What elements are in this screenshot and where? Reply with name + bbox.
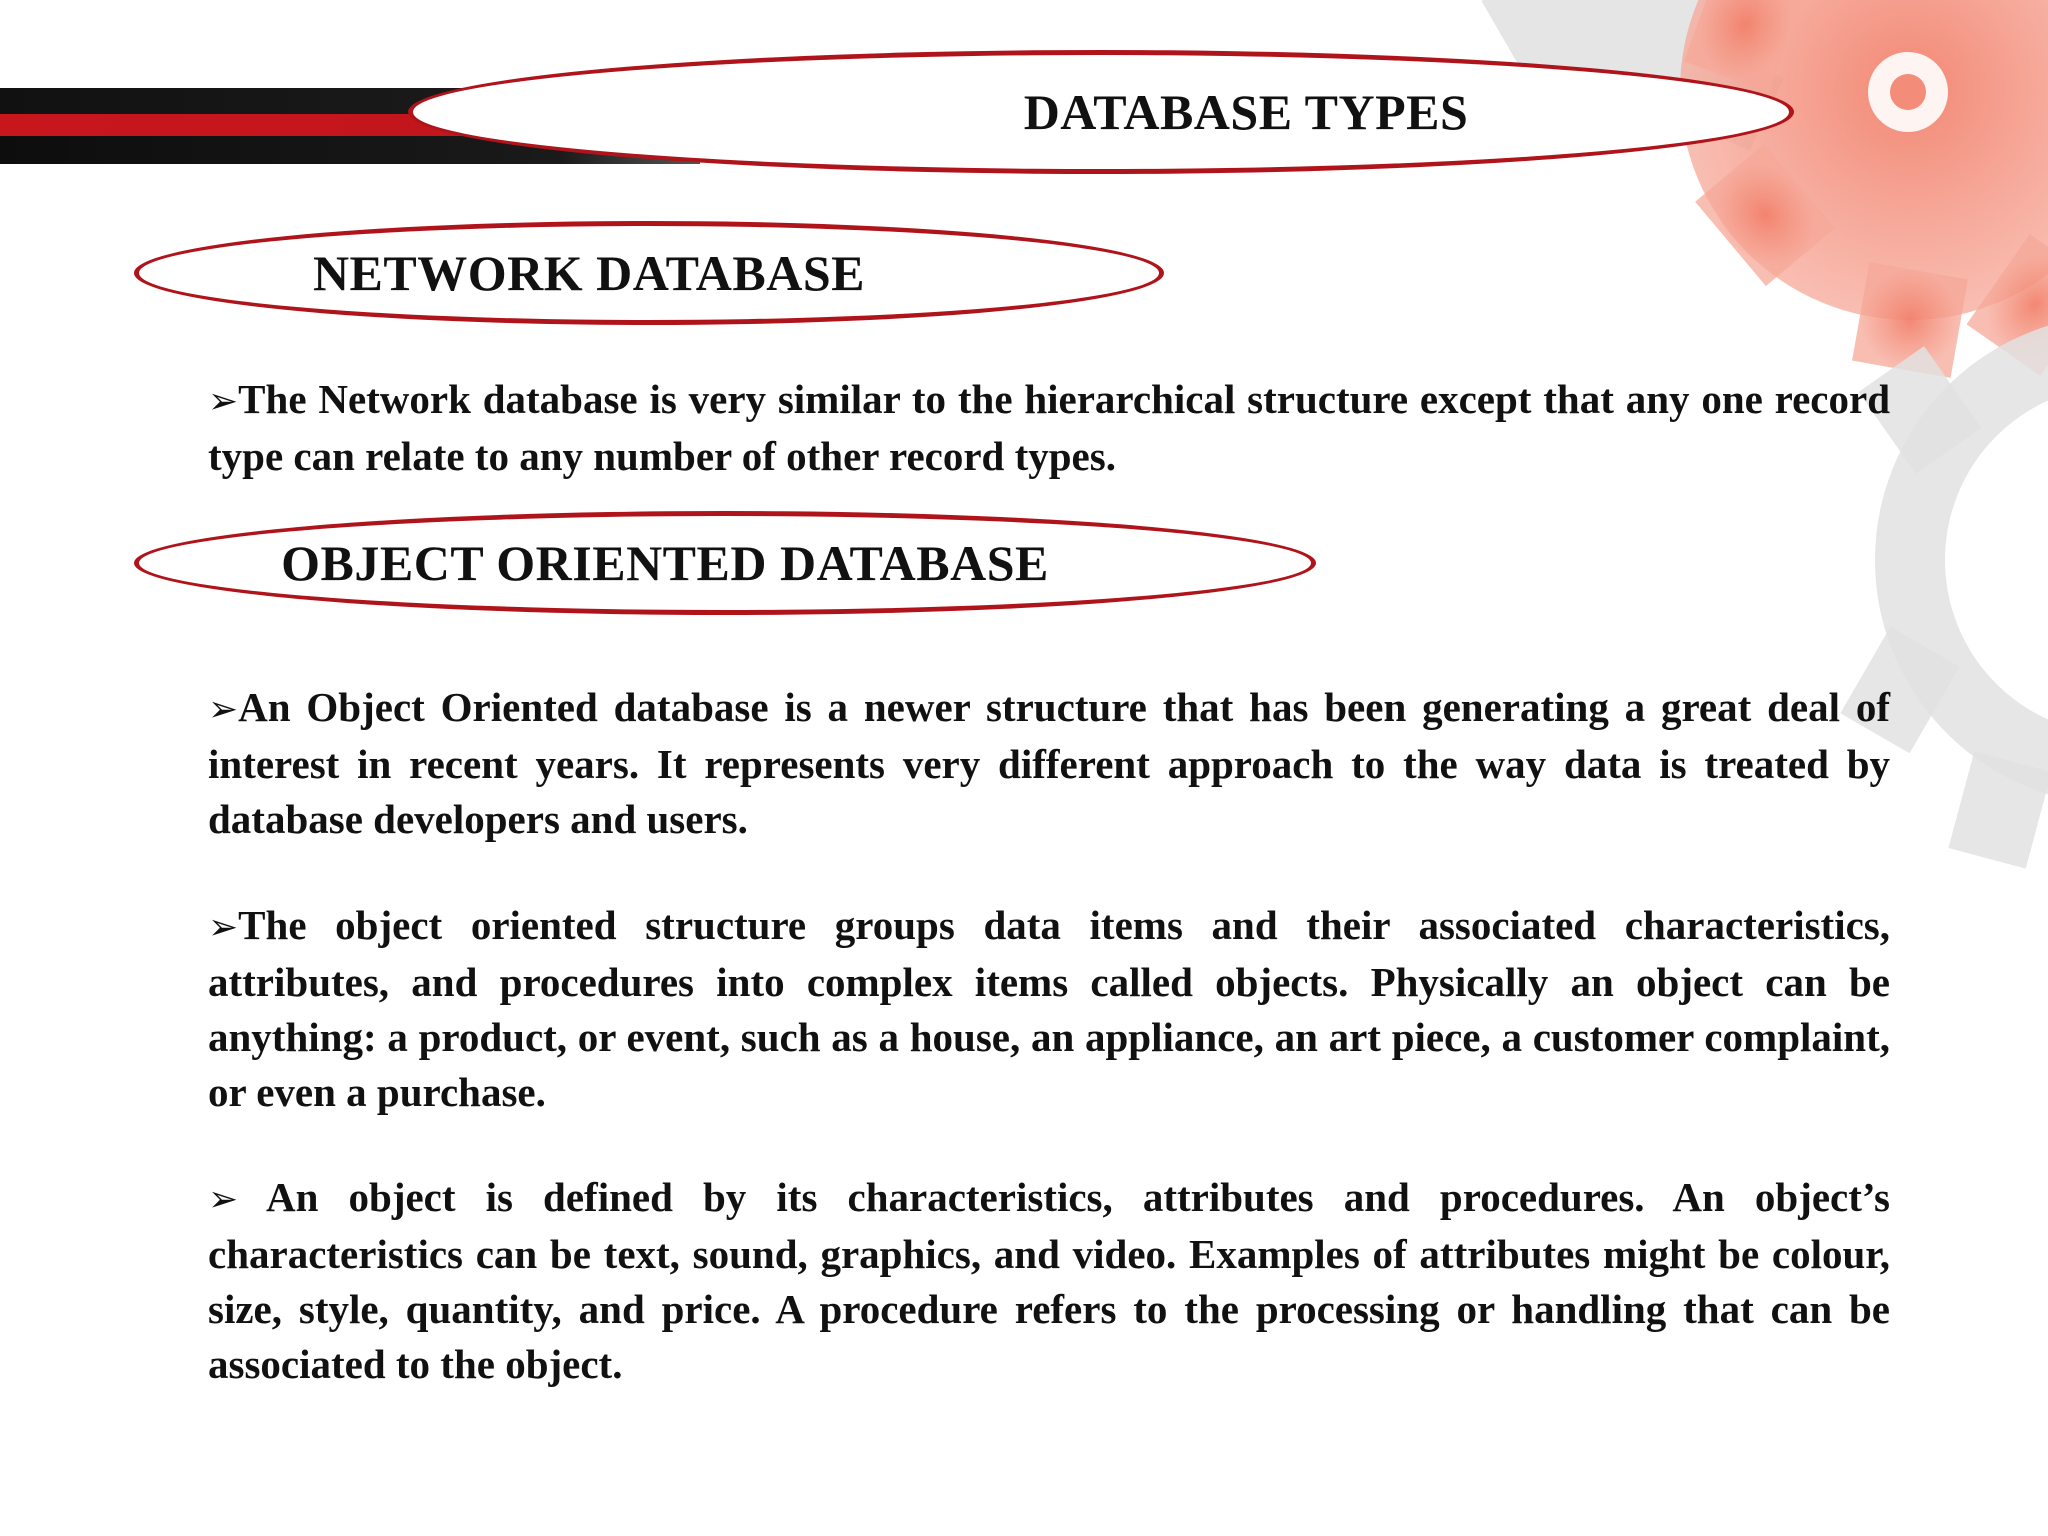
- bullet-arrow-icon: ➢: [208, 381, 239, 422]
- bullet-arrow-icon: ➢: [208, 907, 239, 948]
- slide-title: DATABASE TYPES: [1023, 84, 1469, 140]
- oo-paragraph-1: [208, 680, 1890, 847]
- bullet-arrow-icon: ➢: [208, 1179, 239, 1220]
- oo-paragraph-2: [208, 898, 1890, 1120]
- network-paragraph: [208, 372, 1890, 484]
- paragraph-text: The Network database is very similar to the hierarchical structure except that any one record type can relate to any number of other record types.: [208, 376, 1890, 479]
- paragraph-text: An Object Oriented database is a newer structure that has been generating a great deal of interest in recent years. It represents very different approach to the way data is treated by database developers and users.: [208, 684, 1890, 842]
- paragraph-text: The object oriented structure groups data items and their associated characteristics, attributes, and procedures into complex items called objects. Physically an object can be anything: a product, or event, such as a house, an appliance, an art piece, a customer complaint, or even a purchase.: [208, 902, 1890, 1115]
- oo-paragraph-3: [208, 1170, 1890, 1392]
- section-heading-network: NETWORK DATABASE: [312, 245, 866, 301]
- title-oval: [408, 50, 1794, 174]
- bullet-arrow-icon: ➢: [208, 689, 239, 730]
- section-heading-oval-object-oriented: [134, 511, 1316, 615]
- paragraph-text: An object is defined by its characteristics, attributes and procedures. An object’s characteristics can be text, sound, graphics, and video. Examples of attributes might be colour, size, style, quantity, and price. A procedure refers to the processing or handling that can be associated to the object.: [208, 1174, 1890, 1387]
- section-heading-object-oriented: OBJECT ORIENTED DATABASE: [281, 535, 1049, 591]
- section-heading-oval-network: [134, 221, 1164, 325]
